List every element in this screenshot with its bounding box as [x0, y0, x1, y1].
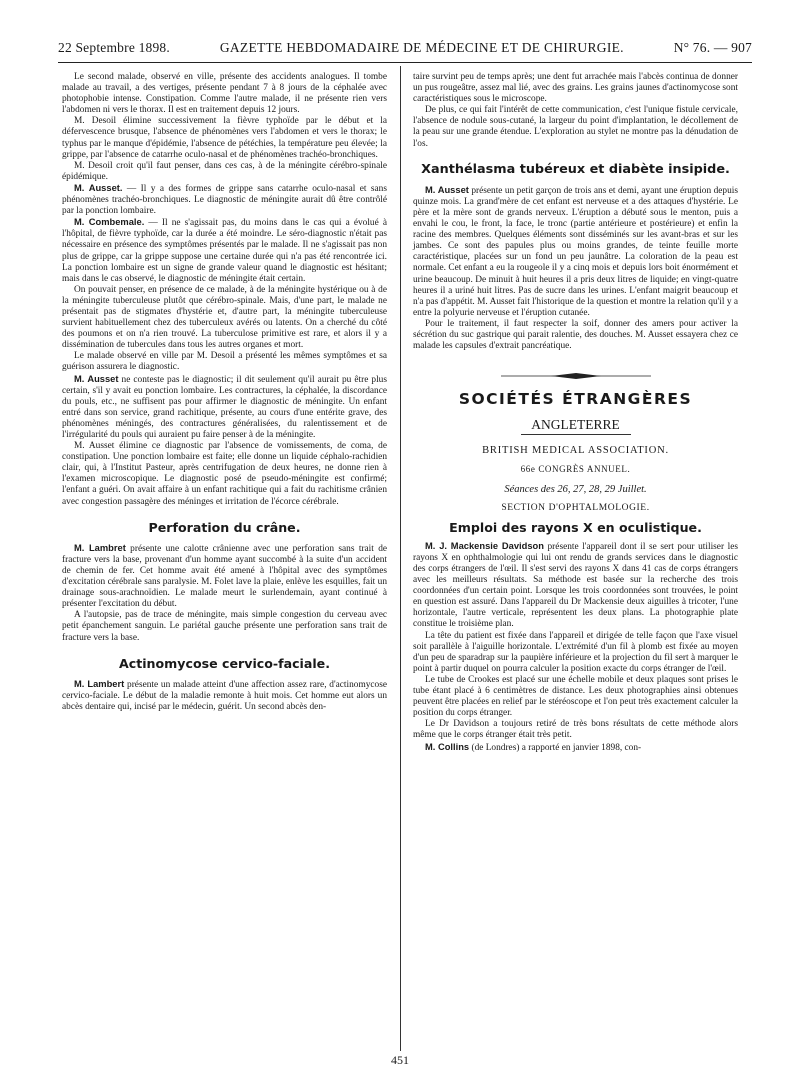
- association-name: BRITISH MEDICAL ASSOCIATION.: [482, 445, 669, 457]
- paragraph: La tête du patient est fixée dans l'appareil et dirigée de telle façon que l'axe visuel soit parallèle à l'aiguille horizontale. L'extrémité d'un fil à plomb est fixée au moyen d'un peu de sparadrap sur la paupière inférieure et la projection du fil sert à marquer le point à partir duquel on pourra calculer la position exacte du corps étranger de l'œil.: [413, 630, 738, 674]
- paragraph: [62, 679, 387, 713]
- paragraph: [62, 183, 387, 217]
- paragraph: [413, 742, 738, 754]
- section-heading: Actinomycose cervico-faciale.: [118, 655, 331, 671]
- left-column: [62, 72, 387, 713]
- speaker-name: M. Combemale.: [74, 217, 145, 228]
- header-date: 22 Septembre 1898.: [58, 40, 170, 55]
- paragraph: [62, 543, 387, 611]
- section-heading: Perforation du crâne.: [148, 519, 301, 535]
- paragraph-text: présente un petit garçon de trois ans et demi, ayant une éruption depuis quinze mois. La grand'mère de cet enfant est nerveuse et a des attaques d'hystérie. Le père et la mère sont de grands nerveux. L'éruption a débuté sous le menton, puis a envahi le cou, le front, la face, le tronc (partie antérieure et postérieure) et enfin la racine des membres. Quelques éléments sont disséminés sur les avant-bras et sur les jambes. Ce sont des papules plus ou moins grandes, de teinte feuille morte caractéristique, placées sur un fond un peu jaunâtre. La coloration de la peau est normale. Cet enfant a eu la rougeole il y a cinq mois et depuis lors boit énormément et urine beaucoup. De minuit à huit heures il a pris deux litres de liquide; en vingt-quatre heures il a uriné huit litres. Pas de sucre dans les urines. L'enfant maigrit beaucoup et n'a pas d'appétit. M. Ausset fait l'historique de la question et montre la relation qu'il y a entre la polyurie nerveuse et l'éruption cutanée.: [413, 185, 738, 318]
- paragraph: Pour le traitement, il faut respecter la soif, donner des amers pour activer la sécrétion du suc gastrique qui parait ralentie, des douches. M. Ausset essayera chez ce malade les capsules d'extrait pancréatique.: [413, 318, 738, 352]
- section-heading: Emploi des rayons X en oculistique.: [449, 519, 702, 535]
- paragraph: [413, 541, 738, 631]
- paragraph: Le malade observé en ville par M. Desoil a présenté les mêmes symptômes et sa guérison assurera le diagnostic.: [62, 351, 387, 373]
- speaker-name: M. Lambret: [74, 542, 126, 553]
- issue-number: N° 76. — 907: [673, 40, 752, 55]
- speaker-name: M. Ausset: [74, 373, 119, 384]
- speaker-name: M. Lambert: [74, 678, 125, 689]
- paragraph: A l'autopsie, pas de trace de méningite, mais simple congestion du cerveau avec petit épanchement sanguin. Le pariétal gauche présente une perforation sans trait de fracture vers la base.: [62, 610, 387, 643]
- paragraph: Le second malade, observé en ville, présente des accidents analogues. Il tombe malade au travail, a des vertiges, présente pendant 7 à 8 jours de la céphalée avec photophobie intense. Constipation. Comme l'autre malade, il ne présente rien vers l'abdomen ni vers le thorax. Il est en traitement depuis 12 jours.: [62, 72, 387, 116]
- right-column: [413, 72, 738, 754]
- paragraph: Le tube de Crookes est placé sur une échelle mobile et deux plaques sont prises le tube étant placé à 6 centimètres de distance. Les deux photographies ainsi obtenues peuvent être placées en relief par le stéréoscope et l'on peut très exactement calculer la position du corps étranger.: [413, 674, 738, 719]
- paragraph: [62, 217, 387, 285]
- congress-label: 66e CONGRÈS ANNUEL.: [520, 464, 631, 475]
- section-label: SECTION D'OPHTALMOLOGIE.: [501, 502, 650, 513]
- paragraph-text: ne conteste pas le diagnostic; il dit seulement qu'il aurait pu être plus certain, s'il y avait eu ponction lombaire. Les contractures, la céphalée, la discordance du pouls, etc., ne suffisent pas pour affirmer le diagnostic de méningite. Un enfant entré dans son service, grand rachitique, présente, au cours d'une entérite grave, des phénomènes méningés, des contractures généralisées, du ralentissement et de l'irrégularité du pouls qui auraient pu faire penser à de la méningite.: [62, 374, 387, 440]
- page-number: 451: [391, 1053, 409, 1067]
- ornamental-rule: [501, 372, 651, 380]
- speaker-name: M. J. Mackensie Davidson: [425, 540, 544, 551]
- paragraph-text: présente l'appareil dont il se sert pour utiliser les rayons X en ophthalmologie qui lui ont rendu de grands services dans le diagnostic des corps étrangers de l'œil. Il s'est servi des rayons X dans 41 cas de corps étrangers avec les meilleurs résultats. Sa méthode est basée sur la recherche des trois coordonnées d'un certain point. Lorsque les trois coordonnées sont trouvées, le point en question est assuré. Dans l'appareil du Dr Mackensie deux aiguilles à tricoter, l'une horizontale, l'autre verticale, représentent les deux plans. La photographie plate constitue le troisième plan.: [413, 541, 738, 630]
- speaker-name: M. Ausset.: [74, 182, 123, 193]
- paragraph-text: (de Londres) a rapporté en janvier 1898, con-: [469, 742, 642, 753]
- paragraph: De plus, ce qui fait l'intérêt de cette communication, c'est l'unique fistule cervicale, l'absence de nodule sous-cutané, la largeur du point d'implantation, le décollement de la peau sur une grande étendue. L'exploration au stylet ne montre pas la dénudation de l'os.: [413, 105, 738, 149]
- paragraph: M. Ausset élimine ce diagnostic par l'absence de vomissements, de coma, de constipation. Une ponction lombaire est faite; elle donne un liquide céphalo-rachidien clair, qui, à l'Institut Pasteur, après centrifugation de deux heures, ne donne rien à l'examen microscopique. Le diagnostic posé de pseudo-méningite est confirmé; l'enfant a guéri. On avait affaire à un enfant rachitique qui a fait du rachitisme crânien avec congestion passagère des méninges et irritation de l'écorce cérébrale.: [62, 441, 387, 507]
- country-heading: ANGLETERRE: [521, 419, 631, 435]
- paragraph: Le Dr Davidson a toujours retiré de très bons résultats de cette méthode alors même que le corps étranger était très petit.: [413, 719, 738, 741]
- paragraph-text: — Il ne s'agissait pas, du moins dans le cas qui a évolué à l'hôpital, de fièvre typhoïde, car la durée a été moindre. Le séro-diagnostic n'était pas nécessaire en présence des symptômes présentés par le malade. Il ne s'agissait pas non plus de grippe, car la grippe suppose une certaine durée qui n'a pas été rencontrée ici. La ponction lombaire est un signe de grande valeur quand le diagnostic est hésitant; mais dans le cas observé, le diagnostic de méningite était certain.: [62, 218, 387, 284]
- speaker-name: M. Ausset: [425, 184, 469, 195]
- paragraph: taire survint peu de temps après; une dent fut arrachée mais l'abcès continua de donner un pus rougeâtre, assez mal lié, avec des grains. Les grains jaunes d'actinomycose sont caractéristiques sous le microscope.: [413, 72, 738, 105]
- session-dates: Séances des 26, 27, 28, 29 Juillet.: [504, 483, 647, 495]
- paragraph-text: présente un malade atteint d'une affection assez rare, d'actinomycose cervico-faciale. Le début de la maladie remonte à huit mois. Cet homme eut alors un abcès dentaire qui, incisé par le médecin, guérit. Un second abcès den-: [62, 679, 388, 712]
- paragraph: [62, 374, 387, 442]
- section-heading: Xanthélasma tubéreux et diabète insipide.: [421, 161, 730, 177]
- section-title: SOCIÉTÉS ÉTRANGÈRES: [458, 390, 693, 409]
- paragraph: M. Desoil élimine successivement la fièvre typhoïde par le début et la défervescence brusque, l'absence de phénomènes vers l'abdomen et vers le thorax; le typhus par le manque d'épidémie, l'absence de pétéchies, la température peu élevée; la grippe, par l'absence de catarrhe oculo-nasal et de phénomènes trachéo-bronchiques.: [62, 116, 387, 160]
- column-divider: [400, 66, 401, 1051]
- running-header: [58, 40, 752, 58]
- paragraph: [413, 185, 738, 319]
- paragraph-text: présente une calotte crânienne avec une perforation sans trait de fracture vers la base, provenant d'un homme ayant succombé à la suite d'un accident de chemin de fer. Cet homme avait été amené à l'hôpital avec des symptômes d'excitation cérébrale sans paralysie. M. Folet lave la plaie, enlève les esquilles, fait un drainage sous-arachnoïdien. Le malade meurt le surlendemain, ayant continué à présenter l'excitation du début.: [62, 543, 388, 610]
- journal-title: GAZETTE HEBDOMADAIRE DE MÉDECINE ET DE CHIRURGIE.: [219, 40, 624, 55]
- speaker-name: M. Collins: [425, 741, 470, 752]
- header-rule: [58, 62, 752, 63]
- paragraph: M. Desoil croit qu'il faut penser, dans ces cas, à de la méningite cérébro-spinale épidémique.: [62, 160, 387, 182]
- paragraph: On pouvait penser, en présence de ce malade, à de la méningite hystérique ou à de la méningite tuberculeuse plutôt que cérébro-spinale. Mais, d'une part, le malade ne présentait pas de stigmates d'hystérie et, d'autre part, la méningite tuberculeuse survient habituellement chez des tuberculeux avérés ou latents. On a cherché du côté des poumons et on n'a rien trouvé. La tuberculose primitive est rare, et alors il y a dissémination de tubercules dans tous les autres organes et mort.: [62, 284, 387, 351]
- paragraph-text: — Il y a des formes de grippe sans catarrhe oculo-nasal et sans phénomènes trachéo-bronchiques. Le diagnostic de méningite aurait dû être contrôlé par la ponction lombaire.: [62, 183, 387, 217]
